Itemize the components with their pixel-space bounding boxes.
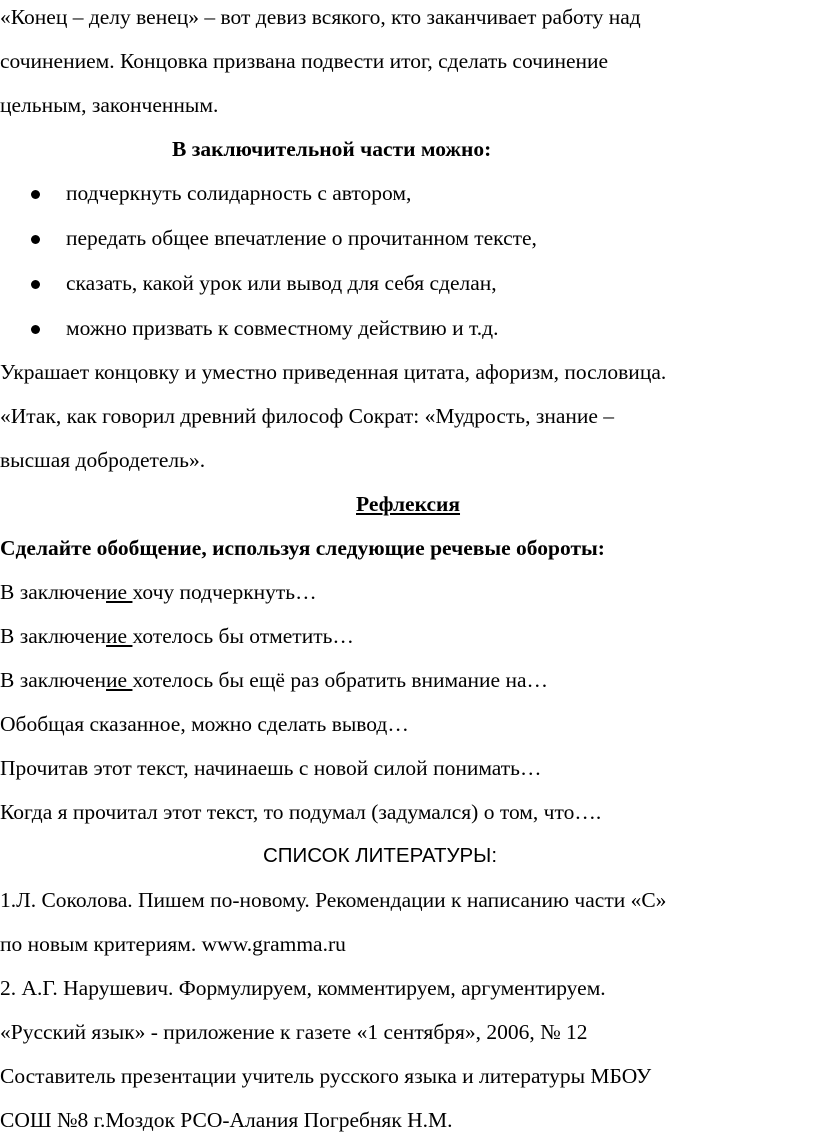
references-heading: СПИСОК ЛИТЕРАТУРЫ:	[263, 844, 498, 867]
phrase-prefix: В заключен	[0, 668, 107, 692]
reference-line-2: по новым критериям. www.gramma.ru	[0, 932, 346, 956]
bullet-icon	[31, 235, 40, 244]
decor-line: Украшает концовку и уместно приведенная цитата, афоризм, пословица.	[0, 360, 667, 384]
phrase-1	[0, 582, 317, 604]
author-line-1: Составитель презентации учитель русского языка и литературы МБОУ	[0, 1064, 652, 1088]
intro-line-1: «Конец – делу венец» – вот девиз всякого, кто заканчивает работу над	[0, 5, 641, 29]
reference-line-1: 1.Л. Соколова. Пишем по-новому. Рекомендации к написанию части «С»	[0, 888, 667, 912]
phrase-rest: хочу подчеркнуть…	[132, 580, 317, 604]
phrase-4: Обобщая сказанное, можно сделать вывод…	[0, 712, 409, 736]
phrase-prefix: В заключен	[0, 624, 107, 648]
quote-line-2: высшая добродетель».	[0, 448, 206, 472]
quote-line-1: «Итак, как говорил древний философ Сократ: «Мудрость, знание –	[0, 404, 615, 428]
bullet-icon	[31, 280, 40, 289]
intro-line-3: цельным, законченным.	[0, 93, 219, 117]
phrase-rest: хотелось бы отметить…	[132, 624, 354, 648]
phrase-rest: хотелось бы ещё раз обратить внимание на…	[132, 668, 549, 692]
phrase-3	[0, 670, 548, 692]
list-item-text: подчеркнуть солидарность с автором,	[66, 181, 412, 205]
phrase-underlined: ие	[106, 668, 133, 692]
list-item-text: передать общее впечатление о прочитанном тексте,	[66, 226, 537, 250]
list-item-text: можно призвать к совместному действию и т.д.	[66, 316, 499, 340]
phrase-2	[0, 626, 354, 648]
list-item-text: сказать, какой урок или вывод для себя сделан,	[66, 271, 497, 295]
reference-line-3: 2. А.Г. Нарушевич. Формулируем, комментируем, аргументируем.	[0, 976, 606, 1000]
conclusion-heading: В заключительной части можно:	[172, 137, 492, 161]
task-heading: Сделайте обобщение, используя следующие речевые обороты:	[0, 536, 605, 560]
bullet-icon	[31, 325, 40, 334]
phrase-underlined: ие	[106, 580, 133, 604]
reflection-heading: Рефлексия	[356, 492, 461, 516]
reference-line-4: «Русский язык» - приложение к газете «1 сентября», 2006, № 12	[0, 1020, 588, 1044]
phrase-5: Прочитав этот текст, начинаешь с новой силой понимать…	[0, 756, 542, 780]
phrase-prefix: В заключен	[0, 580, 107, 604]
phrase-underlined: ие	[106, 624, 133, 648]
bullet-icon	[31, 190, 40, 199]
intro-line-2: сочинением. Концовка призвана подвести итог, сделать сочинение	[0, 49, 609, 73]
author-line-2: СОШ №8 г.Моздок РСО-Алания Погребняк Н.М.	[0, 1108, 453, 1132]
phrase-6: Когда я прочитал этот текст, то подумал (задумался) о том, что….	[0, 800, 602, 824]
